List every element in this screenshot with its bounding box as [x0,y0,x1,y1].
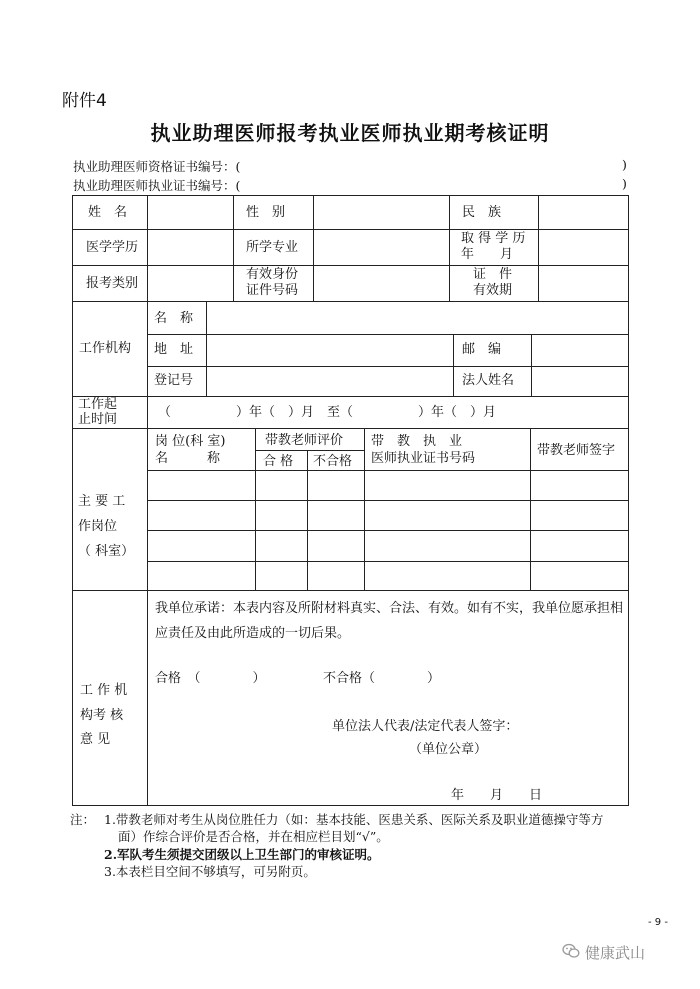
name-label: 姓 名 [88,205,128,220]
col-fail: 不合格 [313,454,353,469]
exam-category-field[interactable] [149,267,232,300]
col-sign: 带教老师签字 [537,443,616,458]
opinion-label-1: 工 作 机 [80,683,128,698]
col-cert-2: 医师执业证书号码 [371,451,476,466]
note-2: 2.军队考生须提交团级以上卫生部门的审核证明。 [104,847,380,862]
org-name-field[interactable] [208,303,628,333]
id-label-2: 证件号码 [246,283,299,298]
degree-time-label-2: 年 月 [461,247,514,262]
notes-prefix: 注： [70,812,96,827]
posts-rows[interactable] [149,472,627,589]
education-field[interactable] [149,231,232,264]
major-field[interactable] [315,231,448,264]
note-3: 3.本表栏目空间不够填写，可另附页。 [104,864,316,879]
form-title: 执业助理医师报考执业医师执业期考核证明 [150,121,550,145]
page-number: - 9 - [648,917,668,928]
education-label: 医学学历 [86,240,139,255]
opinion-label-2: 构考 核 [80,708,124,723]
opinion-fail[interactable]: 不合格（ ） [323,671,441,686]
period-label-1: 工作起 [78,397,118,412]
opinion-label-3: 意 见 [80,732,111,747]
org-postcode-field[interactable] [533,336,628,365]
pledge-line-1: 我单位承诺：本表内容及所附材料真实、合法、有效。如有不实，我单位愿承担相 [155,601,624,616]
ethnicity-field[interactable] [540,197,627,228]
practice-cert-close: ) [622,176,627,191]
name-field[interactable] [149,197,232,228]
practice-cert-label: 执业助理医师执业证书编号：( [73,178,241,193]
degree-time-label-1: 取 得 学 历 [461,231,526,246]
org-name-label: 名 称 [154,311,194,326]
id-number-field[interactable] [315,267,448,300]
org-address-label: 地 址 [154,342,194,357]
col-post-1: 岗 位(科 室) [155,434,226,449]
degree-time-field[interactable] [540,231,627,264]
exam-category-label: 报考类别 [86,276,139,291]
posts-label-3: （ 科室） [78,544,135,559]
qualification-cert-label: 执业助理医师资格证书编号：( [73,159,241,174]
ethnicity-label: 民 族 [462,205,502,220]
unit-seal: （单位公章） [409,742,488,757]
note-1b: 面）作综合评价是否合格，并在相应栏目划“√”。 [118,829,389,844]
legal-rep-signature: 单位法人代表/法定代表人签字： [332,719,519,734]
major-label: 所学专业 [246,240,299,255]
gender-label: 性 别 [246,205,286,220]
col-post-2: 名 称 [155,451,221,466]
org-postcode-label: 邮 编 [462,342,502,357]
col-pass: 合 格 [263,454,294,469]
gender-field[interactable] [315,197,448,228]
validity-label-1: 证 件 [473,267,513,282]
org-address-field[interactable] [208,336,452,365]
attachment-label: 附件4 [62,91,107,111]
id-validity-field[interactable] [540,267,627,300]
id-label-1: 有效身份 [246,267,299,282]
watermark-text: 健康武山 [585,944,646,962]
pledge-line-2: 应责任及由此所造成的一切后果。 [155,626,351,641]
opinion-pass[interactable]: 合格 （ ） [155,671,266,686]
org-reg-label: 登记号 [154,373,194,388]
org-legal-label: 法人姓名 [462,373,515,388]
note-1a: 1.带教老师对考生从岗位胜任力（如：基本技能、医患关系、医际关系及职业道德操守等方 [104,812,604,827]
org-reg-field[interactable] [208,368,452,395]
org-legal-field[interactable] [533,368,628,395]
org-label: 工作机构 [79,341,132,356]
period-label-2: 止时间 [78,412,118,427]
validity-label-2: 有效期 [473,283,513,298]
col-cert-1: 带 教 执 业 [371,434,463,449]
period-field[interactable]: （ ）年（ ）月 至（ ）年（ ）月 [158,405,497,420]
posts-label-2: 作岗位 [78,519,118,534]
qualification-cert-close: ) [622,157,627,172]
opinion-date: 年 月 日 [451,788,543,803]
wechat-icon [562,943,580,959]
posts-label-1: 主 要 工 [78,494,126,509]
col-eval: 带教老师评价 [265,433,344,448]
